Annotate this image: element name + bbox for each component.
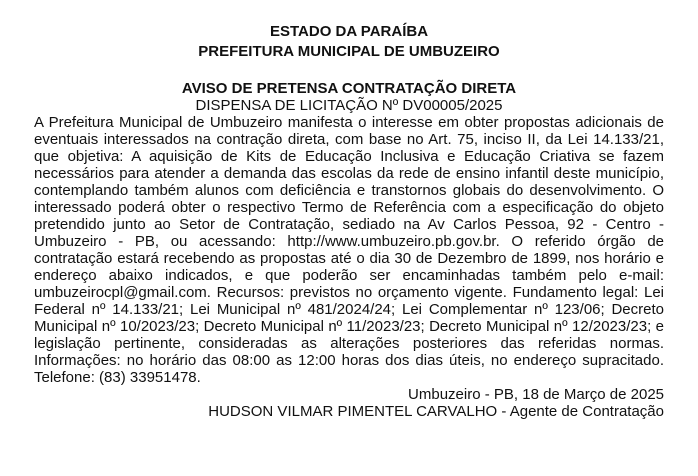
place-date: Umbuzeiro - PB, 18 de Março de 2025: [408, 386, 664, 403]
notice-body: A Prefeitura Municipal de Umbuzeiro manifesta o interesse em obter propostas adicionais de eventuais interessados na contração direta, com base no Art. 75, inciso II, da Lei 14.133/21, que objetiva: A aquisição de Kits de Educação Inclusiva e Educação Criativa se fazem necessários para atender a demanda das escolas da rede de ensino infantil deste município, contemplando também alunos com deficiência e transtornos globais do desenvolvimento. O interessado poderá obter o respectivo Termo de Referência com a especificação do objeto pretendido junto ao Setor de Contratação, sediado na Av Carlos Pessoa, 92 - Centro - Umbuzeiro - PB, ou acessando: http://www.umbuzeiro.pb.gov.br. O referido órgão de contratação estará recebendo as propostas até o dia 30 de Dezembro de 1899, nos horário e endereço abaixo indicados, e que poderão ser encaminhadas também pelo e-mail: umbuzeirocpl@gmail.com. Recursos: previstos no orçamento vigente. Fundamento legal: Lei Federal nº 14.133/21; Lei Municipal nº 481/2024/24; Lei Complementar nº 123/06; Decreto Municipal nº 10/2023/23; Decreto Municipal nº 11/2023/23; Decreto Municipal nº 12/2023/23; e legislação pertinente, consideradas as alterações posteriores das referidas normas. Informações: no horário das 08:00 as 12:00 horas dos dias úteis, no endereço supracitado. Telefone: (83) 33951478.: [34, 114, 664, 386]
municipality-heading: PREFEITURA MUNICIPAL DE UMBUZEIRO: [198, 43, 500, 60]
notice-subtitle: DISPENSA DE LICITAÇÃO Nº DV00005/2025: [195, 97, 503, 114]
spacer: [34, 62, 664, 80]
notice-title: AVISO DE PRETENSA CONTRATAÇÃO DIRETA: [181, 80, 517, 97]
signer: HUDSON VILMAR PIMENTEL CARVALHO - Agente de Contratação: [208, 403, 664, 420]
state-heading: ESTADO DA PARAÍBA: [269, 23, 429, 40]
